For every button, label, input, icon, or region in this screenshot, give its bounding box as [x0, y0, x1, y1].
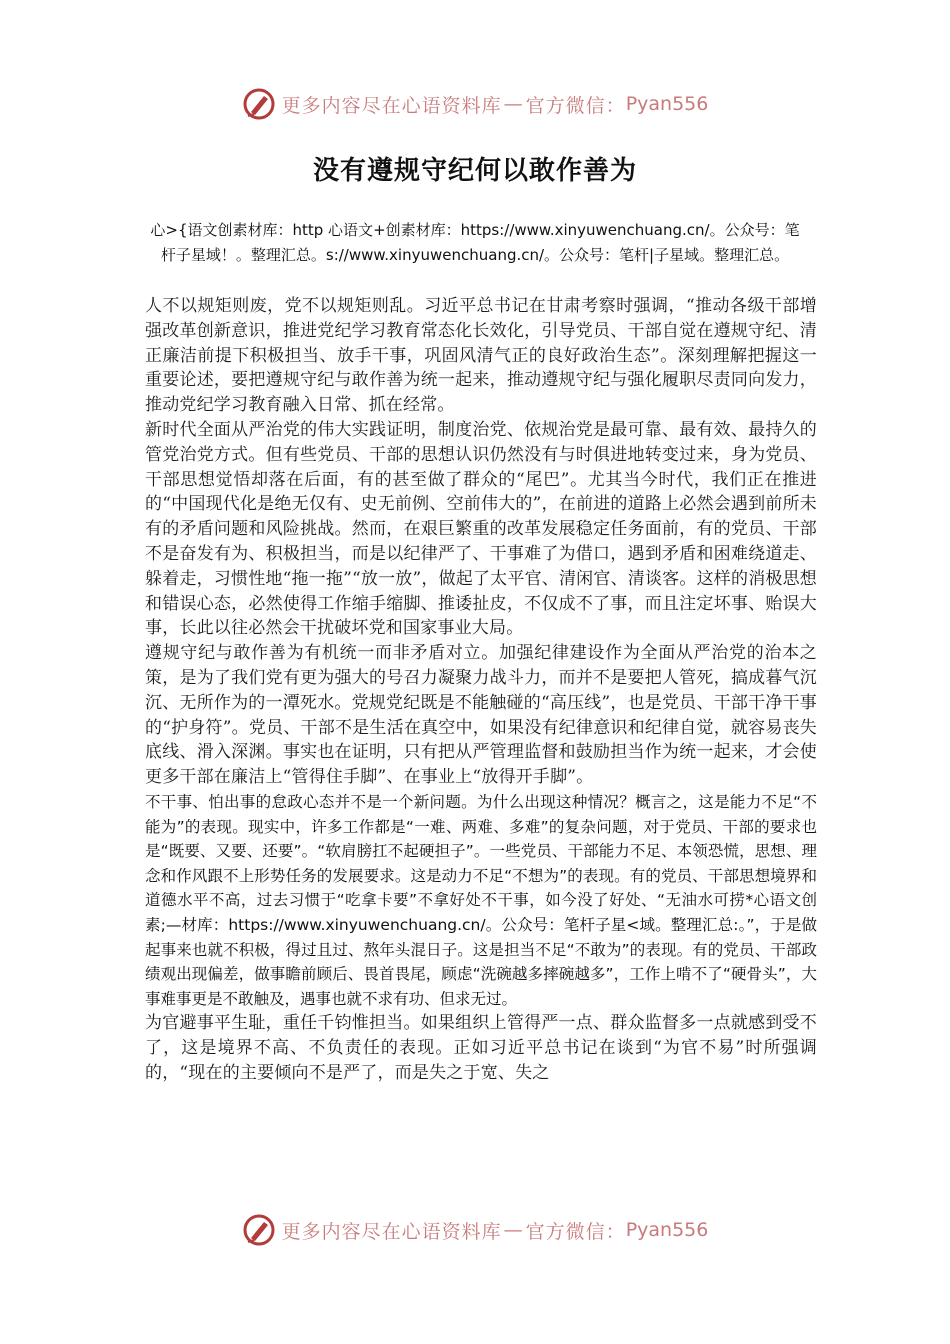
- document-title: 没有遵规守纪何以敢作善为: [312, 156, 637, 186]
- banner-text: 更多内容尽在心语资料库: [281, 94, 502, 117]
- banner-official: 官方微信：: [525, 94, 626, 117]
- paragraph-2: 新时代全面从严治党的伟大实践证明，制度治党、依规治党是最可靠、最有效、最持久的管党治党方式。但有些党员、干部的思想认识仍然没有与时俱进地转变过来，身为党员、干部思想觉悟却落在后面，有的甚至做了群众的“尾巴”。尤其当今时代，我们正在推进的“中国现代化是绝无仅有、史无前例、空前伟大的”，在前进的道路上必然会遇到前所未有的矛盾问题和风险挑战。然而，在艰巨繁重的改革发展稳定任务面前，有的党员、干部不是奋发有为、积极担当，而是以纪律严了、干事难了为借口，遇到矛盾和困难绕道走、躲着走，习惯性地“拖一拖”“放一放”，做起了太平官、清闲官、清谈客。这样的消极思想和错误心态，必然使得工作缩手缩脚、推诿扯皮，不仅成不了事，而且注定坏事、贻误大事，长此以往必然会干扰破坏党和国家事业大局。: [145, 419, 817, 639]
- paragraph-1: 人不以规矩则废，党不以规矩则乱。习近平总书记在甘肃考察时强调，“推动各级干部增强改革创新意识，推进党纪学习教育常态化长效化，引导党员、干部自觉在遵规守纪、清正廉洁前提下积极担当、放手干事，巩固风清气正的良好政治生态”。深刻理解把握这一重要论述，要把遵规守纪与敢作善为统一起来，推动遵规守纪与强化履职尽责同向发力，推动党纪学习教育融入日常、抓在经常。: [145, 296, 817, 416]
- source-note: 心>{语文创素材库：http 心语文+创素材库：https://www.xinyuwenchuang.cn/。公众号：笔杆子星域！。整理汇总。s://www.xinyuwenchuang.cn/。公众号：笔杆|子星域。整理汇总。: [150, 221, 800, 264]
- footer-banner: [0, 1208, 950, 1252]
- pen-logo-icon: [242, 87, 276, 121]
- banner-wechat-id: Pyan556: [625, 1219, 709, 1241]
- paragraph-5: 为官避事平生耻，重任千钧惟担当。如果组织上管得严一点、群众监督多一点就感到受不了，这是境界不高、不负责任的表现。正如习近平总书记在谈到“为官不易”时所强调的，“现在的主要倾向不是严了，而是失之于宽、失之: [145, 1013, 817, 1083]
- banner-wechat-id: Pyan556: [625, 93, 709, 115]
- banner-separator: —: [503, 1219, 524, 1241]
- header-banner: [0, 82, 950, 126]
- pen-logo-icon: [242, 1213, 276, 1247]
- paragraph-4: 不干事、怕出事的怠政心态并不是一个新问题。为什么出现这种情况？概言之，这是能力不足“不能为”的表现。现实中，许多工作都是“一难、两难、多难”的复杂问题，对于党员、干部的要求也是“既要、又要、还要”。“软肩膀扛不起硬担子”。一些党员、干部能力不足、本领恐慌，思想、理念和作风跟不上形势任务的发展要求。这是动力不足“不想为”的表现。有的党员、干部思想境界和道德水平不高，过去习惯于“吃拿卡要”不拿好处不干事，如今没了好处、“无油水可捞*心语文创素;—材库：https://www.xinyuwenchuang.cn/。公众号：笔杆子星<域。整理汇总:。”，于是做起事来也就不积极，得过且过、熬年头混日子。这是担当不足“不敢为”的表现。有的党员、干部政绩观出现偏差，做事瞻前顾后、畏首畏尾，顾虑“洗碗越多摔碗越多”，工作上啃不了“硬骨头”，大事难事更是不敢触及，遇事也就不求有功、但求无过。: [145, 792, 817, 1008]
- banner-text: 更多内容尽在心语资料库: [281, 1220, 502, 1243]
- banner-separator: —: [503, 93, 524, 115]
- paragraph-3: 遵规守纪与敢作善为有机统一而非矛盾对立。加强纪律建设作为全面从严治党的治本之策，是为了我们党有更为强大的号召力凝聚力战斗力，而并不是要把人管死，搞成暮气沉沉、无所作为的一潭死水。党规党纪既是不能触碰的“高压线”，也是党员、干部干净干事的“护身符”。党员、干部不是生活在真空中，如果没有纪律意识和纪律自觉，就容易丧失底线、滑入深渊。事实也在证明，只有把从严管理监督和鼓励担当作为统一起来，才会使更多干部在廉洁上“管得住手脚”、在事业上“放得开手脚”。: [145, 643, 817, 788]
- banner-official: 官方微信：: [525, 1220, 626, 1243]
- article-body: [145, 294, 817, 1086]
